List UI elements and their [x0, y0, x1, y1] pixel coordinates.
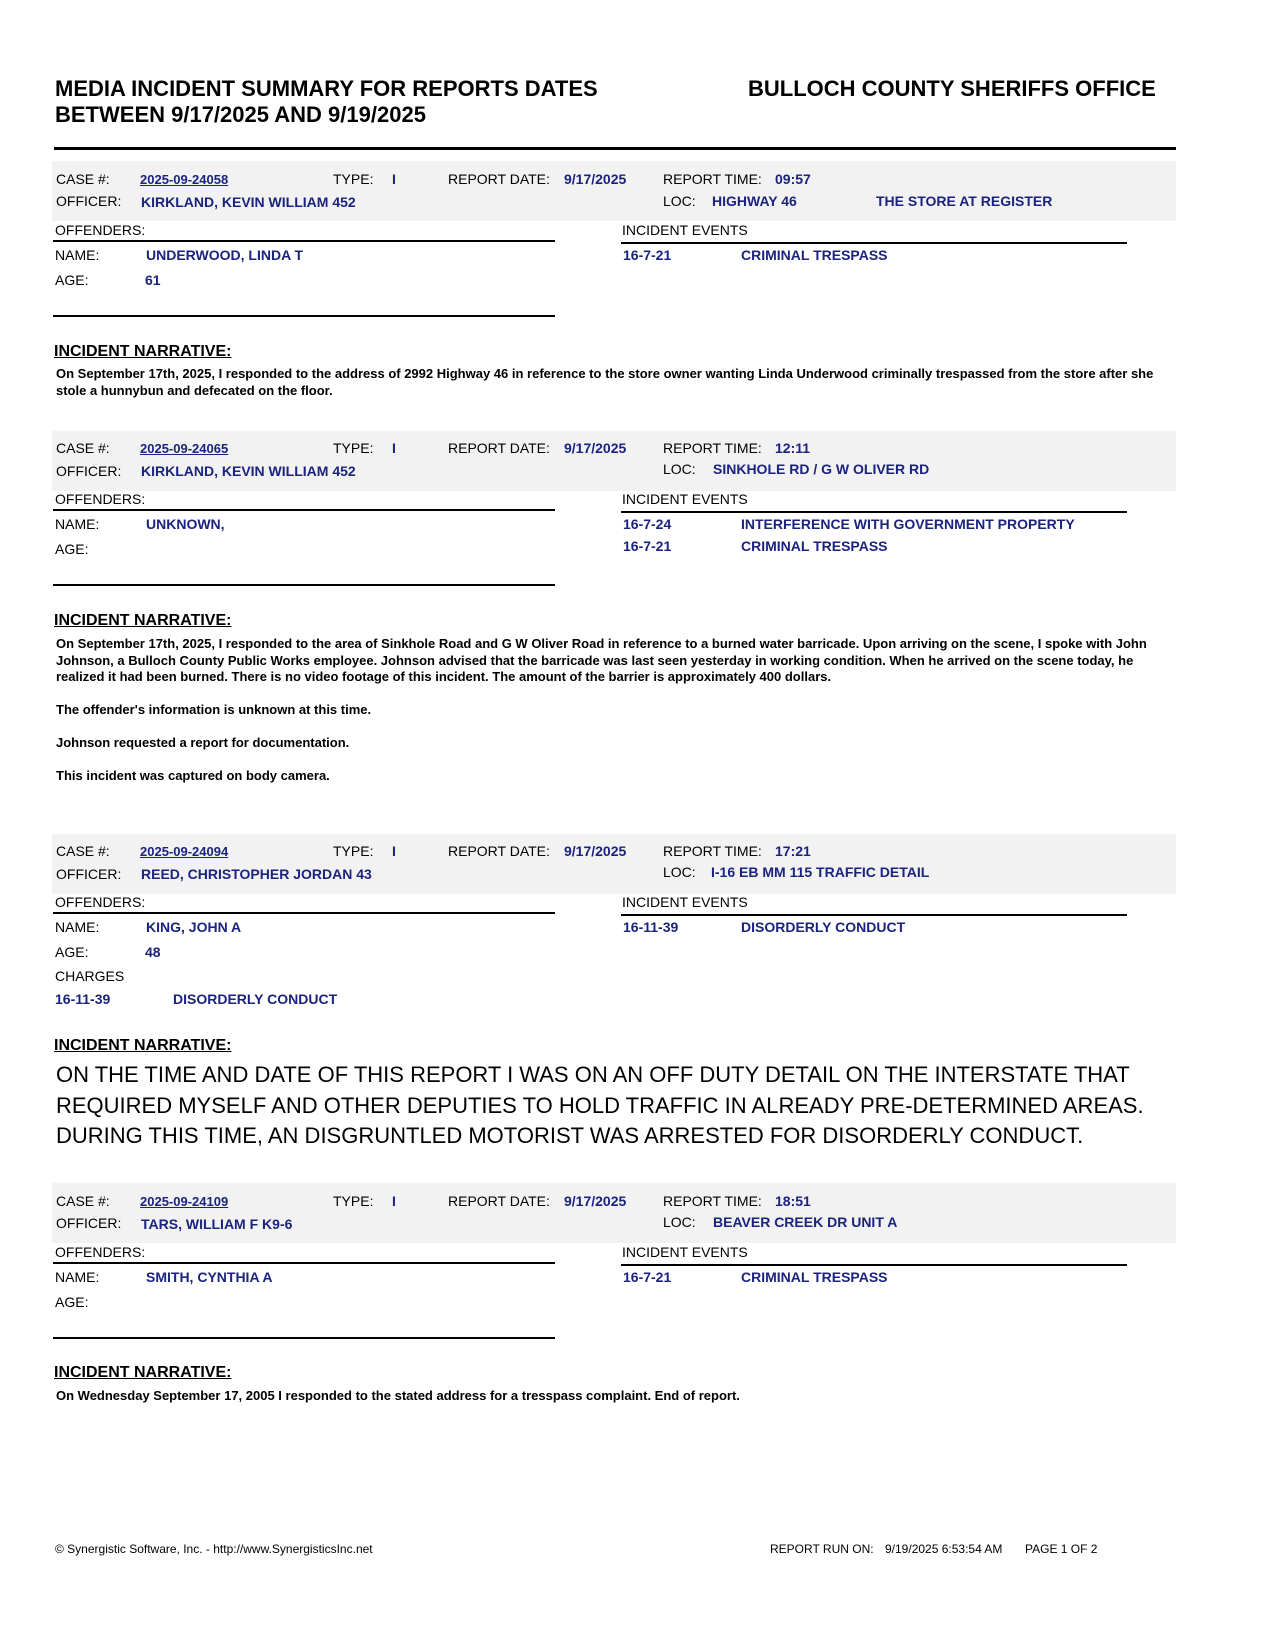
narrative-heading: INCIDENT NARRATIVE:: [54, 612, 232, 629]
offenders-label: OFFENDERS:: [55, 491, 146, 507]
report-date-value: 9/17/2025: [564, 843, 627, 859]
footer-run-label: REPORT RUN ON:: [770, 1542, 874, 1556]
loc-label: LOC:: [663, 193, 696, 209]
officer-label: OFFICER:: [56, 463, 122, 479]
report-date-value: 9/17/2025: [564, 440, 627, 456]
offenders-divider: [53, 240, 555, 242]
offender-age: 61: [145, 272, 161, 288]
narrative-paragraph: On September 17th, 2025, I responded to the area of Sinkhole Road and G W Oliver Road in reference to a burned water barricade. Upon arriving on the scene, I spoke with John Johnson, a Bulloch County Public Works employee. Johnson advised that the barricade was last seen yesterday in working condition. When he arrived on the scene today, he realized it had been burned. There is no video footage of this incident. The amount of the barrier is approximately 400 dollars.: [56, 636, 1147, 684]
footer-run-value: 9/19/2025 6:53:54 AM: [885, 1542, 1003, 1556]
charge-code: 16-11-39: [55, 991, 111, 1007]
name-label: NAME:: [55, 1269, 100, 1285]
report-time-label: REPORT TIME:: [663, 440, 762, 456]
report-time-value: 17:21: [775, 843, 811, 859]
loc-value: HIGHWAY 46: [712, 193, 797, 209]
offenders-label: OFFENDERS:: [55, 222, 146, 238]
type-value: I: [392, 171, 396, 187]
report-date-label: REPORT DATE:: [448, 171, 550, 187]
offender-name: KING, JOHN A: [146, 919, 242, 935]
offender-name: SMITH, CYNTHIA A: [146, 1269, 273, 1285]
name-label: NAME:: [55, 247, 100, 263]
narrative-paragraph: On September 17th, 2025, I responded to the address of 2992 Highway 46 in reference to the store owner wanting Linda Underwood criminally trespassed from the store after she stole a hunnybun and defecated on the floor.: [56, 366, 1154, 398]
case-label: CASE #:: [56, 171, 110, 187]
officer-value: TARS, WILLIAM F K9-6: [141, 1216, 293, 1232]
report-title: [55, 76, 598, 128]
charges-label: CHARGES: [55, 968, 125, 984]
footer-copyright: © Synergistic Software, Inc. - http://www.SynergisticsInc.net: [55, 1542, 373, 1556]
officer-value: KIRKLAND, KEVIN WILLIAM 452: [141, 463, 356, 479]
report-time-label: REPORT TIME:: [663, 171, 762, 187]
report-title-line1: MEDIA INCIDENT SUMMARY FOR REPORTS DATES: [55, 76, 598, 101]
loc-value: SINKHOLE RD / G W OLIVER RD: [713, 461, 930, 477]
report-date-label: REPORT DATE:: [448, 1193, 550, 1209]
type-label: TYPE:: [333, 843, 374, 859]
incident-events-label: INCIDENT EVENTS: [622, 491, 748, 507]
offenders-bottom-divider: [53, 315, 555, 317]
narrative-text: [56, 366, 1156, 399]
report-time-label: REPORT TIME:: [663, 1193, 762, 1209]
event-description: CRIMINAL TRESPASS: [741, 247, 888, 263]
report-date-label: REPORT DATE:: [448, 440, 550, 456]
events-divider: [621, 1264, 1127, 1266]
case-label: CASE #:: [56, 843, 110, 859]
report-date-value: 9/17/2025: [564, 171, 627, 187]
case-number-link[interactable]: 2025-09-24058: [140, 172, 229, 187]
type-value: I: [392, 843, 396, 859]
offender-name: UNKNOWN,: [146, 516, 225, 532]
event-description: INTERFERENCE WITH GOVERNMENT PROPERTY: [741, 516, 1075, 532]
footer-page-number: PAGE 1 OF 2: [1025, 1542, 1098, 1556]
officer-label: OFFICER:: [56, 866, 122, 882]
type-value: I: [392, 440, 396, 456]
officer-label: OFFICER:: [56, 1215, 122, 1231]
event-code: 16-11-39: [623, 919, 679, 935]
events-divider: [621, 511, 1127, 513]
offenders-divider: [53, 912, 555, 914]
narrative-paragraph: On Wednesday September 17, 2005 I responded to the stated address for a tresspass complaint. End of report.: [56, 1388, 740, 1403]
officer-label: OFFICER:: [56, 193, 122, 209]
offender-name: UNDERWOOD, LINDA T: [146, 247, 304, 263]
offender-age: 48: [145, 944, 161, 960]
narrative-text: [56, 1388, 1156, 1405]
officer-value: KIRKLAND, KEVIN WILLIAM 452: [141, 194, 356, 210]
narrative-heading: INCIDENT NARRATIVE:: [54, 1364, 232, 1381]
loc-label: LOC:: [663, 864, 696, 880]
event-description: CRIMINAL TRESPASS: [741, 1269, 888, 1285]
narrative-paragraph: This incident was captured on body camera.: [56, 768, 330, 783]
name-label: NAME:: [55, 516, 100, 532]
loc-value: BEAVER CREEK DR UNIT A: [713, 1214, 898, 1230]
header-divider: [54, 147, 1176, 150]
type-label: TYPE:: [333, 1193, 374, 1209]
events-divider: [621, 914, 1127, 916]
narrative-heading: INCIDENT NARRATIVE:: [54, 1037, 232, 1054]
narrative-text: ON THE TIME AND DATE OF THIS REPORT I WAS ON AN OFF DUTY DETAIL ON THE INTERSTATE THAT REQUIRED MYSELF AND OTHER DEPUTIES TO HOLD TRAFFIC IN ALREADY PRE-DETERMINED AREAS. DURING THIS TIME, AN DISGRUNTLED MOTORIST WAS ARRESTED FOR DISORDERLY CONDUCT.: [56, 1062, 1144, 1148]
case-header-band: [52, 1183, 1176, 1243]
narrative-heading: INCIDENT NARRATIVE:: [54, 343, 232, 360]
narrative-text: [56, 636, 1156, 785]
loc-label: LOC:: [663, 1214, 696, 1230]
event-code: 16-7-21: [623, 538, 672, 554]
report-time-value: 18:51: [775, 1193, 811, 1209]
event-description: DISORDERLY CONDUCT: [741, 919, 906, 935]
event-description: CRIMINAL TRESPASS: [741, 538, 888, 554]
age-label: AGE:: [55, 944, 89, 960]
offenders-divider: [53, 1262, 555, 1264]
event-code: 16-7-24: [623, 516, 672, 532]
age-label: AGE:: [55, 541, 89, 557]
offenders-label: OFFENDERS:: [55, 1244, 146, 1260]
narrative-paragraph: The offender's information is unknown at this time.: [56, 702, 372, 717]
offenders-bottom-divider: [53, 1337, 555, 1339]
event-code: 16-7-21: [623, 247, 672, 263]
case-number-link[interactable]: 2025-09-24094: [140, 844, 229, 859]
report-time-label: REPORT TIME:: [663, 843, 762, 859]
case-label: CASE #:: [56, 1193, 110, 1209]
offenders-divider: [53, 509, 555, 511]
offenders-label: OFFENDERS:: [55, 894, 146, 910]
name-label: NAME:: [55, 919, 100, 935]
event-code: 16-7-21: [623, 1269, 672, 1285]
case-label: CASE #:: [56, 440, 110, 456]
report-title-line2: BETWEEN 9/17/2025 AND 9/19/2025: [55, 102, 426, 127]
incident-events-label: INCIDENT EVENTS: [622, 894, 748, 910]
charge-description: DISORDERLY CONDUCT: [173, 991, 338, 1007]
incident-events-label: INCIDENT EVENTS: [622, 1244, 748, 1260]
events-divider: [621, 242, 1127, 244]
report-time-value: 09:57: [775, 171, 811, 187]
officer-value: REED, CHRISTOPHER JORDAN 43: [141, 866, 372, 882]
incident-events-label: INCIDENT EVENTS: [622, 222, 748, 238]
age-label: AGE:: [55, 272, 89, 288]
type-label: TYPE:: [333, 171, 374, 187]
case-header-band: [52, 161, 1176, 221]
report-date-label: REPORT DATE:: [448, 843, 550, 859]
loc-value: I-16 EB MM 115 TRAFFIC DETAIL: [711, 864, 930, 880]
case-number-link[interactable]: 2025-09-24109: [140, 1194, 229, 1209]
age-label: AGE:: [55, 1294, 89, 1310]
type-value: I: [392, 1193, 396, 1209]
report-date-value: 9/17/2025: [564, 1193, 627, 1209]
offenders-bottom-divider: [53, 584, 555, 586]
narrative-paragraph: Johnson requested a report for documentation.: [56, 735, 350, 750]
agency-name: BULLOCH COUNTY SHERIFFS OFFICE: [748, 76, 1156, 101]
type-label: TYPE:: [333, 440, 374, 456]
loc-detail-value: THE STORE AT REGISTER: [876, 193, 1053, 209]
case-number-link[interactable]: 2025-09-24065: [140, 441, 229, 456]
loc-label: LOC:: [663, 461, 696, 477]
report-time-value: 12:11: [775, 440, 811, 456]
